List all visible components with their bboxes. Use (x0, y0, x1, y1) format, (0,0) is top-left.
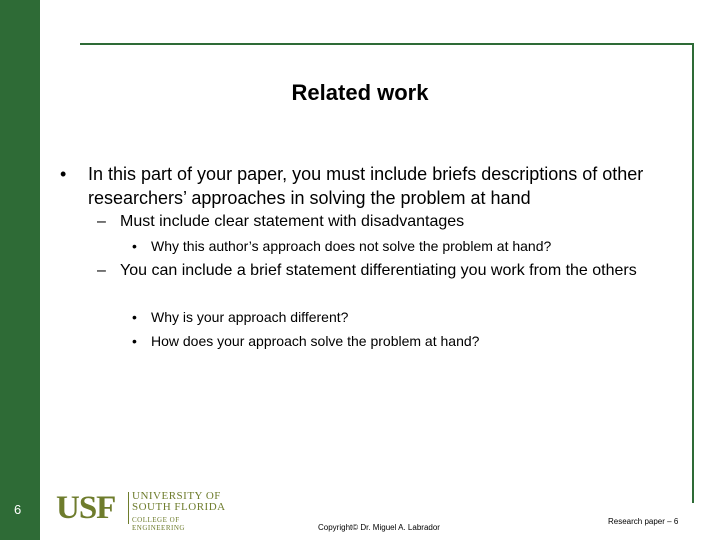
frame-line-right (692, 43, 694, 503)
sub-sub-bullet (132, 236, 682, 256)
sub-sub-bullet (132, 307, 682, 327)
logo-usf-text: USF (56, 490, 116, 526)
bullet-level1 (60, 162, 670, 210)
sub-bullet-differentiating (97, 260, 687, 282)
logo-divider (128, 492, 129, 524)
sub-sub-bullet-text: Why this author’s approach does not solve the problem at hand? (151, 238, 552, 254)
side-bar (0, 0, 40, 540)
bullet-text: In this part of your paper, you must include briefs descriptions of other researchers’ approaches in solving the problem at hand (88, 164, 644, 208)
sub-sub-bullet-text: How does your approach solve the problem at hand? (151, 333, 480, 349)
sub-sub-bullet (132, 331, 682, 351)
copyright-text: Copyright© Dr. Miguel A. Labrador (318, 523, 440, 532)
bullet-marker: • (132, 309, 137, 325)
sub-bullet-text: You can include a brief statement differentiating you work from the others (120, 262, 637, 279)
usf-logo (56, 490, 226, 532)
sub-bullet-disadvantages (97, 211, 687, 233)
sub-bullet-text: Must include clear statement with disadvantages (120, 213, 465, 230)
dash-marker: – (97, 213, 106, 230)
logo-college: COLLEGE OF ENGINEERING (132, 516, 185, 532)
slide-title: Related work (291, 80, 429, 105)
bullet-marker: • (132, 333, 137, 349)
logo-line-2: SOUTH FLORIDA (132, 501, 226, 513)
sub-sub-bullet-text: Why is your approach different? (151, 309, 349, 325)
slide-number: 6 (14, 502, 22, 517)
logo-line-1: UNIVERSITY OF (132, 490, 221, 502)
footer-page-label: Research paper – 6 (608, 517, 679, 526)
bullet-marker: • (132, 238, 137, 254)
logo-university-name (132, 491, 226, 513)
frame-line-top (80, 43, 694, 45)
bullet-marker: • (60, 164, 67, 184)
dash-marker: – (97, 262, 106, 279)
